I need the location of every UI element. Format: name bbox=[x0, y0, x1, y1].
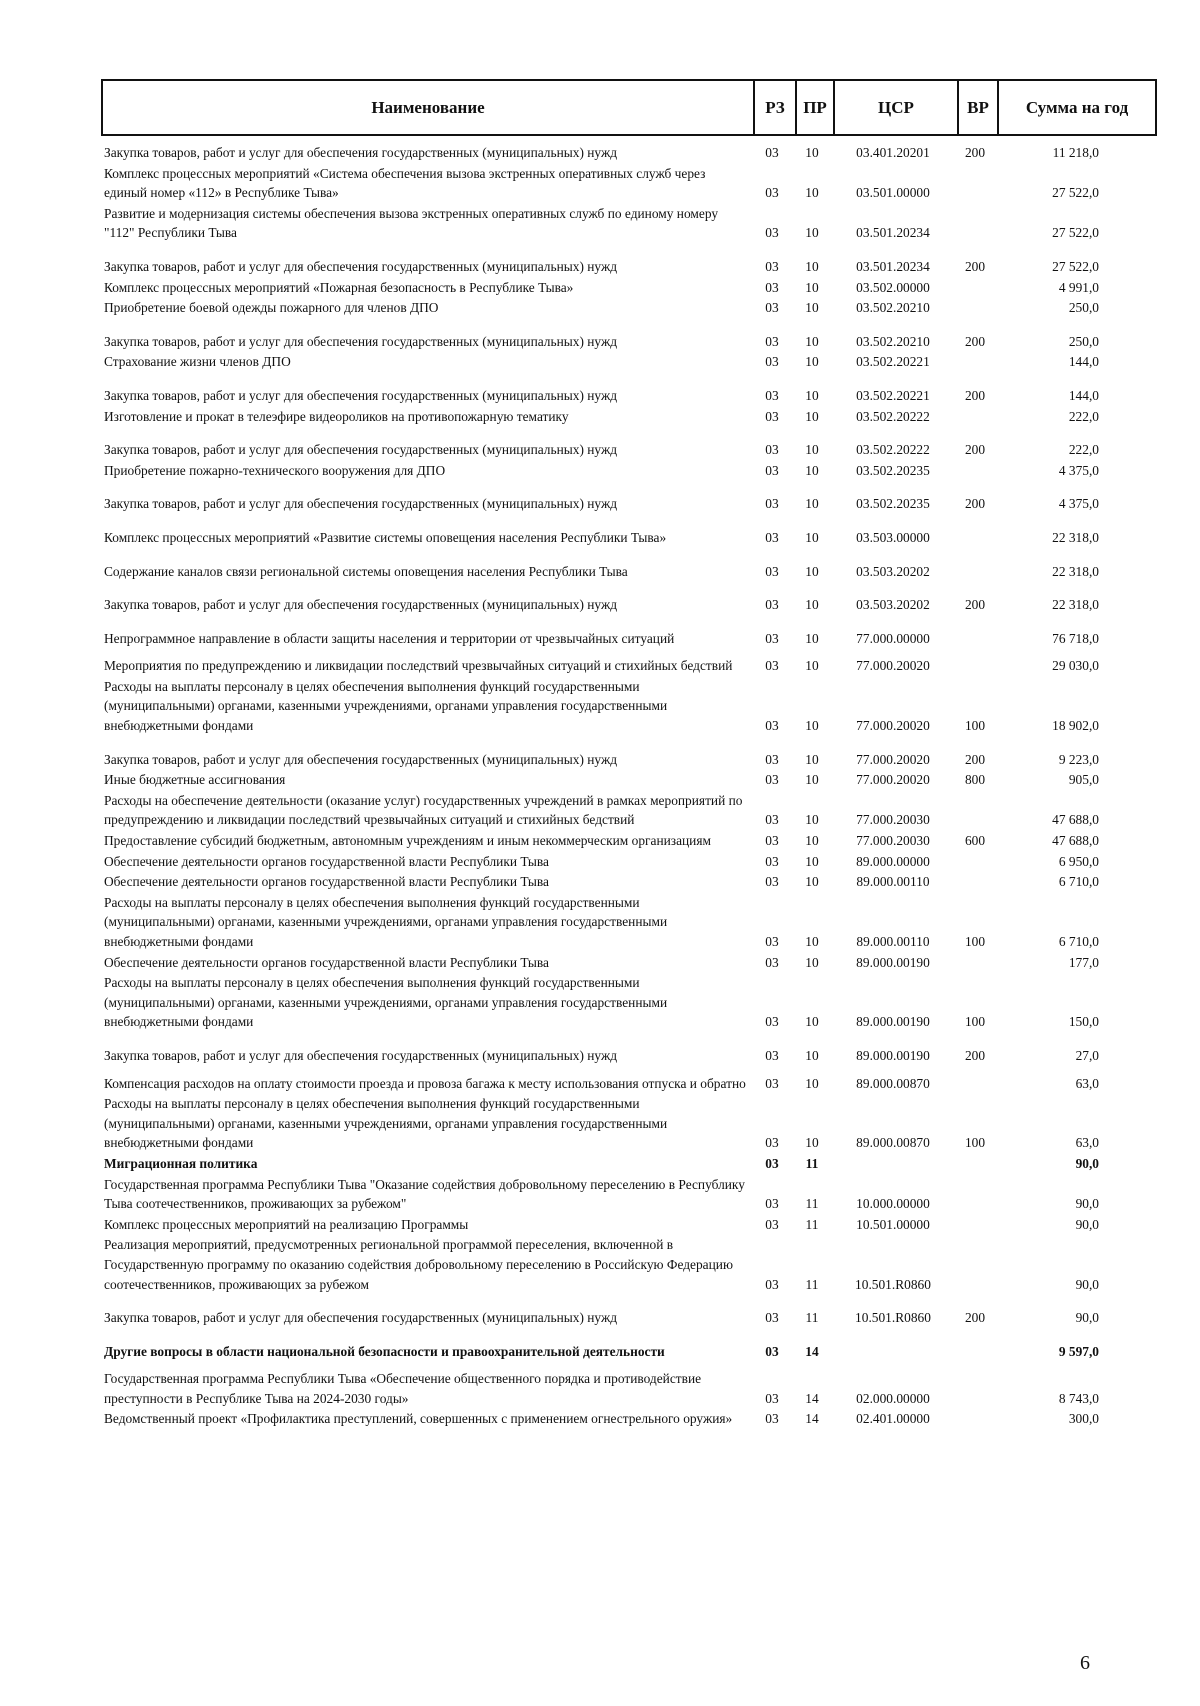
row-csr: 89.000.00190 bbox=[856, 1047, 930, 1063]
row-pr: 10 bbox=[805, 954, 819, 970]
row-csr: 89.000.00000 bbox=[856, 853, 930, 869]
row-pr: 11 bbox=[805, 1196, 819, 1212]
row-name: Расходы на выплаты персоналу в целях обеспечения выполнения функций государственными (муниципальными) органами, казенными учреждениями, органами управления государственными внебюджетными фондами bbox=[104, 894, 668, 949]
table-row bbox=[101, 440, 1157, 460]
row-csr: 89.000.00190 bbox=[856, 954, 930, 970]
row-rz: 03 bbox=[765, 1014, 779, 1030]
table-row bbox=[101, 407, 1157, 427]
row-csr: 77.000.00000 bbox=[856, 630, 930, 646]
row-name: Закупка товаров, работ и услуг для обеспечения государственных (муниципальных) нужд bbox=[104, 496, 618, 512]
row-rz: 03 bbox=[765, 934, 779, 949]
row-pr: 14 bbox=[805, 1390, 819, 1406]
table-row bbox=[101, 278, 1157, 298]
row-rz: 03 bbox=[765, 1135, 779, 1151]
row-rz: 03 bbox=[765, 658, 779, 674]
row-pr: 10 bbox=[805, 442, 819, 458]
row-sum: 905,0 bbox=[1068, 772, 1099, 788]
row-rz: 03 bbox=[765, 354, 779, 370]
row-name: Комплекс процессных мероприятий «Система обеспечения вызова экстренных оперативных служб через единый номер «112» в Республике Тыва» bbox=[104, 165, 706, 201]
row-csr: 02.000.00000 bbox=[856, 1390, 930, 1406]
row-name: Закупка товаров, работ и услуг для обеспечения государственных (муниципальных) нужд bbox=[104, 442, 618, 458]
row-name: Комплекс процессных мероприятий «Развитие системы оповещения населения Республики Тыва» bbox=[104, 529, 667, 545]
row-sum: 90,0 bbox=[1075, 1276, 1099, 1292]
row-rz: 03 bbox=[765, 1216, 779, 1232]
row-name: Закупка товаров, работ и услуг для обеспечения государственных (муниципальных) нужд bbox=[104, 333, 618, 349]
table-row bbox=[101, 257, 1157, 277]
table-row bbox=[101, 656, 1157, 676]
row-rz: 03 bbox=[765, 954, 779, 970]
row-vr: 200 bbox=[964, 1310, 986, 1326]
row-vr: 600 bbox=[964, 833, 986, 849]
row-sum: 29 030,0 bbox=[1052, 658, 1099, 674]
row-csr: 89.000.00190 bbox=[856, 1014, 930, 1030]
row-name: Расходы на выплаты персоналу в целях обеспечения выполнения функций государственными (муниципальными) органами, казенными учреждениями, органами управления государственными внебюджетными фондами bbox=[104, 975, 668, 1030]
row-rz: 03 bbox=[765, 333, 779, 349]
table-row bbox=[101, 1308, 1157, 1328]
row-pr: 11 bbox=[805, 1216, 819, 1232]
table-row bbox=[101, 461, 1157, 481]
table-row bbox=[101, 1215, 1157, 1235]
table-row bbox=[101, 750, 1157, 770]
row-sum: 76 718,0 bbox=[1052, 630, 1099, 646]
row-sum: 4 375,0 bbox=[1058, 496, 1099, 512]
row-sum: 4 375,0 bbox=[1058, 462, 1099, 478]
row-vr: 100 bbox=[964, 1014, 986, 1030]
row-csr: 03.502.20210 bbox=[856, 300, 930, 316]
table-row bbox=[101, 629, 1157, 649]
row-rz: 03 bbox=[765, 408, 779, 424]
row-name: Расходы на обеспечение деятельности (оказание услуг) государственных учреждений в рамках мероприятий по предупреждению и ликвидации последствий чрезвычайных ситуаций и стихийных бедствий bbox=[104, 792, 743, 828]
row-csr: 77.000.20020 bbox=[856, 658, 930, 674]
row-pr: 10 bbox=[805, 1075, 819, 1091]
table-row bbox=[101, 1235, 1157, 1294]
row-name: Закупка товаров, работ и услуг для обеспечения государственных (муниципальных) нужд bbox=[104, 597, 618, 613]
row-csr: 77.000.20020 bbox=[856, 751, 930, 767]
row-pr: 10 bbox=[805, 300, 819, 316]
row-sum: 27,0 bbox=[1075, 1047, 1099, 1063]
row-rz: 03 bbox=[765, 529, 779, 545]
row-sum: 4 991,0 bbox=[1058, 279, 1099, 295]
row-csr: 10.501.R0860 bbox=[855, 1310, 931, 1326]
row-pr: 10 bbox=[805, 496, 819, 512]
row-pr: 10 bbox=[805, 1047, 819, 1063]
row-rz: 03 bbox=[765, 1411, 779, 1427]
row-name: Комплекс процессных мероприятий на реализацию Программы bbox=[104, 1216, 469, 1232]
row-name: Расходы на выплаты персоналу в целях обеспечения выполнения функций государственными (муниципальными) органами, казенными учреждениями, органами управления государственными внебюджетными фондами bbox=[104, 1096, 668, 1151]
row-rz: 03 bbox=[765, 563, 779, 579]
row-sum: 18 902,0 bbox=[1052, 718, 1099, 734]
row-rz: 03 bbox=[765, 1343, 779, 1359]
row-pr: 10 bbox=[805, 258, 819, 274]
row-sum: 250,0 bbox=[1068, 300, 1099, 316]
row-name: Государственная программа Республики Тыва "Оказание содействия добровольному переселению в Республику Тыва соотечественников, проживающих за рубежом" bbox=[104, 1176, 745, 1212]
table-row bbox=[101, 770, 1157, 790]
header-name: Наименование bbox=[371, 97, 485, 117]
table-row bbox=[101, 164, 1157, 203]
row-sum: 27 522,0 bbox=[1052, 185, 1099, 201]
table-row bbox=[101, 831, 1157, 851]
row-pr: 10 bbox=[805, 333, 819, 349]
row-sum: 11 218,0 bbox=[1052, 145, 1099, 160]
row-pr: 11 bbox=[805, 1310, 819, 1326]
row-sum: 90,0 bbox=[1075, 1216, 1099, 1232]
header-csr: ЦСР bbox=[833, 81, 957, 134]
table-row bbox=[101, 528, 1157, 548]
row-csr: 10.000.00000 bbox=[856, 1196, 930, 1212]
row-pr: 11 bbox=[805, 1276, 819, 1292]
row-pr: 10 bbox=[805, 408, 819, 424]
row-sum: 144,0 bbox=[1068, 387, 1099, 403]
row-csr: 89.000.00110 bbox=[856, 874, 930, 890]
row-pr: 14 bbox=[805, 1411, 819, 1427]
row-pr: 10 bbox=[805, 529, 819, 545]
row-pr: 10 bbox=[805, 874, 819, 890]
row-rz: 03 bbox=[765, 462, 779, 478]
row-csr: 89.000.00110 bbox=[856, 934, 930, 949]
row-sum: 9 223,0 bbox=[1058, 751, 1099, 767]
row-name: Закупка товаров, работ и услуг для обеспечения государственных (муниципальных) нужд bbox=[104, 387, 618, 403]
row-rz: 03 bbox=[765, 145, 779, 160]
row-name: Комплекс процессных мероприятий «Пожарная безопасность в Республике Тыва» bbox=[104, 279, 574, 295]
row-sum: 300,0 bbox=[1068, 1411, 1099, 1427]
header-sum: Сумма на год bbox=[997, 81, 1155, 134]
row-csr: 77.000.20030 bbox=[856, 833, 930, 849]
row-pr: 11 bbox=[805, 1155, 819, 1171]
row-pr: 10 bbox=[805, 812, 819, 828]
row-pr: 10 bbox=[805, 1014, 819, 1030]
row-rz: 03 bbox=[765, 258, 779, 274]
row-sum: 250,0 bbox=[1068, 333, 1099, 349]
row-pr: 10 bbox=[805, 354, 819, 370]
row-vr: 200 bbox=[964, 333, 986, 349]
row-pr: 10 bbox=[805, 225, 819, 241]
row-name: Миграционная политика bbox=[104, 1155, 258, 1171]
table-row bbox=[101, 791, 1157, 830]
header-vr: ВР bbox=[957, 81, 997, 134]
row-sum: 6 710,0 bbox=[1058, 874, 1099, 890]
table-header bbox=[101, 79, 1157, 136]
row-name: Закупка товаров, работ и услуг для обеспечения государственных (муниципальных) нужд bbox=[104, 145, 618, 160]
row-name: Содержание каналов связи региональной системы оповещения населения Республики Тыва bbox=[104, 563, 628, 579]
row-sum: 27 522,0 bbox=[1052, 225, 1099, 241]
row-sum: 90,0 bbox=[1075, 1155, 1099, 1171]
table-row bbox=[101, 562, 1157, 582]
row-pr: 10 bbox=[805, 462, 819, 478]
row-csr: 03.502.20221 bbox=[856, 387, 930, 403]
row-vr: 100 bbox=[964, 1135, 986, 1151]
row-rz: 03 bbox=[765, 279, 779, 295]
row-pr: 10 bbox=[805, 597, 819, 613]
row-name: Закупка товаров, работ и услуг для обеспечения государственных (муниципальных) нужд bbox=[104, 258, 618, 274]
row-rz: 03 bbox=[765, 812, 779, 828]
table-row bbox=[101, 298, 1157, 318]
row-csr: 03.503.20202 bbox=[856, 597, 930, 613]
row-sum: 6 710,0 bbox=[1058, 934, 1099, 949]
row-name: Обеспечение деятельности органов государственной власти Республики Тыва bbox=[104, 954, 549, 970]
row-pr: 10 bbox=[805, 833, 819, 849]
row-vr: 200 bbox=[964, 145, 986, 160]
row-rz: 03 bbox=[765, 1155, 779, 1171]
row-pr: 10 bbox=[805, 145, 819, 160]
table-row bbox=[101, 1046, 1157, 1066]
row-csr: 02.401.00000 bbox=[856, 1411, 930, 1427]
row-sum: 27 522,0 bbox=[1052, 258, 1099, 274]
row-sum: 63,0 bbox=[1075, 1075, 1099, 1091]
table-row bbox=[101, 204, 1157, 243]
row-rz: 03 bbox=[765, 387, 779, 403]
row-csr: 03.501.20234 bbox=[856, 258, 930, 274]
row-sum: 22 318,0 bbox=[1052, 529, 1099, 545]
table-row bbox=[101, 953, 1157, 973]
row-pr: 10 bbox=[805, 279, 819, 295]
row-csr: 89.000.00870 bbox=[856, 1135, 930, 1151]
row-name: Закупка товаров, работ и услуг для обеспечения государственных (муниципальных) нужд bbox=[104, 751, 618, 767]
row-sum: 222,0 bbox=[1068, 442, 1099, 458]
row-vr: 100 bbox=[964, 934, 986, 949]
row-rz: 03 bbox=[765, 597, 779, 613]
row-name: Изготовление и прокат в телеэфире видеороликов на противопожарную тематику bbox=[104, 408, 569, 424]
header-rz: РЗ bbox=[753, 81, 795, 134]
row-csr: 77.000.20020 bbox=[856, 772, 930, 788]
row-name: Приобретение пожарно-технического вооружения для ДПО bbox=[104, 462, 446, 478]
table-row bbox=[101, 494, 1157, 514]
table-row bbox=[101, 1369, 1157, 1408]
row-csr: 10.501.00000 bbox=[856, 1216, 930, 1232]
table-row bbox=[101, 1175, 1157, 1214]
row-rz: 03 bbox=[765, 1390, 779, 1406]
row-csr: 03.401.20201 bbox=[856, 145, 930, 160]
row-sum: 90,0 bbox=[1075, 1310, 1099, 1326]
table-row-section bbox=[101, 1154, 1157, 1174]
row-rz: 03 bbox=[765, 718, 779, 734]
table-row bbox=[101, 386, 1157, 406]
row-rz: 03 bbox=[765, 225, 779, 241]
row-pr: 10 bbox=[805, 751, 819, 767]
row-name: Приобретение боевой одежды пожарного для членов ДПО bbox=[104, 300, 439, 316]
table-row bbox=[101, 893, 1157, 952]
table-row bbox=[101, 143, 1157, 163]
row-sum: 9 597,0 bbox=[1058, 1343, 1099, 1359]
row-pr: 10 bbox=[805, 658, 819, 674]
row-csr: 10.501.R0860 bbox=[855, 1276, 931, 1292]
row-vr: 200 bbox=[964, 258, 986, 274]
row-csr: 03.502.20210 bbox=[856, 333, 930, 349]
row-vr: 200 bbox=[964, 496, 986, 512]
row-name: Ведомственный проект «Профилактика преступлений, совершенных с применением огнестрельного оружия» bbox=[104, 1411, 733, 1427]
row-pr: 10 bbox=[805, 1135, 819, 1151]
row-name: Обеспечение деятельности органов государственной власти Республики Тыва bbox=[104, 853, 549, 869]
row-name: Реализация мероприятий, предусмотренных региональной программой переселения, включенной в Государственную программу по оказанию содействия добровольному переселению в Российскую Федерацию соотечественников, проживающих за рубежом bbox=[104, 1237, 733, 1292]
table-row bbox=[101, 332, 1157, 352]
row-name: Закупка товаров, работ и услуг для обеспечения государственных (муниципальных) нужд bbox=[104, 1047, 618, 1063]
row-vr: 200 bbox=[964, 1047, 986, 1063]
row-pr: 10 bbox=[805, 630, 819, 646]
row-name: Расходы на выплаты персоналу в целях обеспечения выполнения функций государственными (муниципальными) органами, казенными учреждениями, органами управления государственными внебюджетными фондами bbox=[104, 678, 668, 734]
table-row bbox=[101, 1074, 1157, 1094]
row-rz: 03 bbox=[765, 751, 779, 767]
row-pr: 10 bbox=[805, 853, 819, 869]
row-csr: 89.000.00870 bbox=[856, 1075, 930, 1091]
row-rz: 03 bbox=[765, 1310, 779, 1326]
table-row bbox=[101, 1094, 1157, 1153]
row-name: Непрограммное направление в области защиты населения и территории от чрезвычайных ситуаций bbox=[104, 630, 675, 646]
row-vr: 100 bbox=[964, 718, 986, 734]
row-sum: 90,0 bbox=[1075, 1196, 1099, 1212]
row-csr: 03.502.20235 bbox=[856, 496, 930, 512]
row-csr: 03.502.20222 bbox=[856, 442, 930, 458]
row-pr: 10 bbox=[805, 718, 819, 734]
row-pr: 10 bbox=[805, 185, 819, 201]
row-sum: 47 688,0 bbox=[1052, 833, 1099, 849]
header-pr: ПР bbox=[795, 81, 833, 134]
row-name: Компенсация расходов на оплату стоимости проезда и провоза багажа к месту использования отпуска и обратно bbox=[104, 1075, 746, 1091]
row-pr: 10 bbox=[805, 387, 819, 403]
row-rz: 03 bbox=[765, 442, 779, 458]
row-name: Развитие и модернизация системы обеспечения вызова экстренных оперативных служб по единому номеру "112" Республики Тыва bbox=[104, 205, 719, 241]
row-rz: 03 bbox=[765, 772, 779, 788]
row-name: Другие вопросы в области национальной безопасности и правоохранительной деятельности bbox=[104, 1343, 665, 1359]
row-csr: 03.502.20235 bbox=[856, 462, 930, 478]
row-pr: 10 bbox=[805, 563, 819, 579]
row-csr: 03.502.00000 bbox=[856, 279, 930, 295]
row-csr: 03.502.20221 bbox=[856, 354, 930, 370]
row-csr: 03.501.00000 bbox=[856, 185, 930, 201]
row-rz: 03 bbox=[765, 1075, 779, 1091]
row-csr: 77.000.20020 bbox=[856, 718, 930, 734]
row-vr: 200 bbox=[964, 442, 986, 458]
table-row bbox=[101, 352, 1157, 372]
table-row bbox=[101, 872, 1157, 892]
row-rz: 03 bbox=[765, 1047, 779, 1063]
row-vr: 200 bbox=[964, 751, 986, 767]
row-sum: 177,0 bbox=[1068, 954, 1099, 970]
row-name: Страхование жизни членов ДПО bbox=[104, 354, 291, 370]
row-rz: 03 bbox=[765, 853, 779, 869]
row-sum: 22 318,0 bbox=[1052, 597, 1099, 613]
row-pr: 10 bbox=[805, 934, 819, 949]
row-rz: 03 bbox=[765, 300, 779, 316]
table-row bbox=[101, 852, 1157, 872]
row-rz: 03 bbox=[765, 833, 779, 849]
row-vr: 200 bbox=[964, 597, 986, 613]
row-name: Иные бюджетные ассигнования bbox=[104, 772, 286, 788]
row-pr: 14 bbox=[805, 1343, 819, 1359]
table-row bbox=[101, 677, 1157, 736]
row-sum: 47 688,0 bbox=[1052, 812, 1099, 828]
row-name: Государственная программа Республики Тыва «Обеспечение общественного порядка и противодействие преступности в Республике Тыва на 2024-2030 годы» bbox=[104, 1371, 702, 1406]
row-csr: 03.503.20202 bbox=[856, 563, 930, 579]
row-sum: 222,0 bbox=[1068, 408, 1099, 424]
row-name: Предоставление субсидий бюджетным, автономным учреждениям и иным некоммерческим организациям bbox=[104, 833, 711, 849]
table-row bbox=[101, 595, 1157, 615]
row-rz: 03 bbox=[765, 185, 779, 201]
row-rz: 03 bbox=[765, 874, 779, 890]
table-row bbox=[101, 973, 1157, 1032]
row-csr: 03.503.00000 bbox=[856, 529, 930, 545]
table-row bbox=[101, 1409, 1157, 1429]
budget-table bbox=[101, 143, 1157, 1429]
row-sum: 22 318,0 bbox=[1052, 563, 1099, 579]
row-name: Мероприятия по предупреждению и ликвидации последствий чрезвычайных ситуаций и стихийных бедствий bbox=[104, 658, 733, 674]
row-name: Закупка товаров, работ и услуг для обеспечения государственных (муниципальных) нужд bbox=[104, 1310, 618, 1326]
row-vr: 800 bbox=[964, 772, 986, 788]
row-pr: 10 bbox=[805, 772, 819, 788]
row-csr: 77.000.20030 bbox=[856, 812, 930, 828]
page-number: 6 bbox=[1080, 1652, 1090, 1674]
row-sum: 144,0 bbox=[1068, 354, 1099, 370]
row-vr: 200 bbox=[964, 387, 986, 403]
row-name: Обеспечение деятельности органов государственной власти Республики Тыва bbox=[104, 874, 549, 890]
row-sum: 6 950,0 bbox=[1058, 853, 1099, 869]
row-rz: 03 bbox=[765, 1276, 779, 1292]
table-row-section bbox=[101, 1342, 1157, 1362]
row-sum: 63,0 bbox=[1075, 1135, 1099, 1151]
row-sum: 150,0 bbox=[1068, 1014, 1099, 1030]
row-csr: 03.502.20222 bbox=[856, 408, 930, 424]
row-rz: 03 bbox=[765, 1196, 779, 1212]
row-rz: 03 bbox=[765, 630, 779, 646]
row-sum: 8 743,0 bbox=[1058, 1390, 1099, 1406]
row-rz: 03 bbox=[765, 496, 779, 512]
row-csr: 03.501.20234 bbox=[856, 225, 930, 241]
